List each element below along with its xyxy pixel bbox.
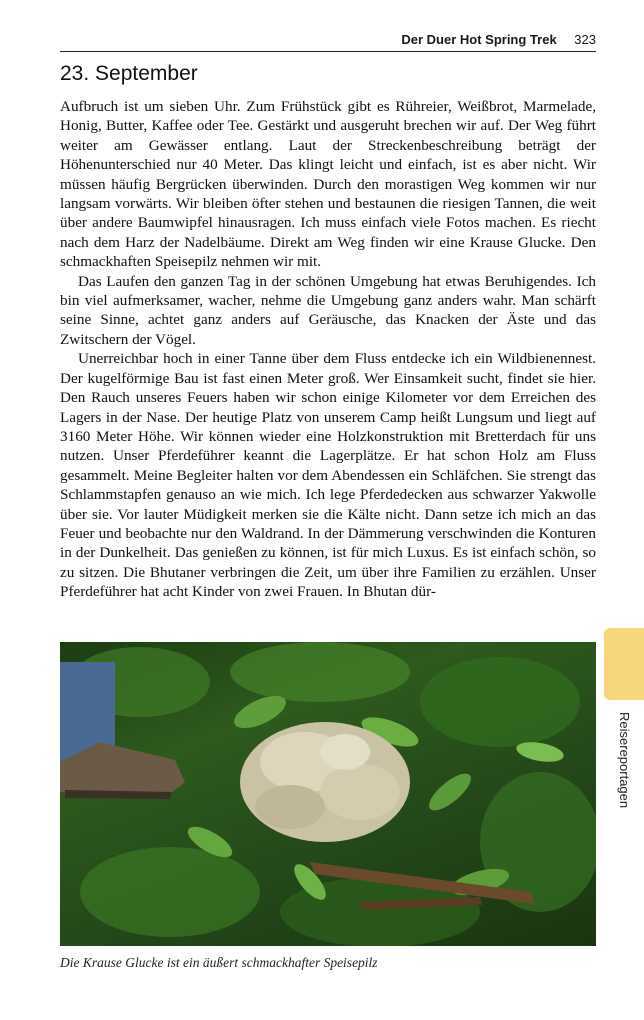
chapter-tab bbox=[604, 628, 644, 700]
mushroom bbox=[240, 722, 410, 842]
header-rule bbox=[60, 51, 596, 52]
section-heading: 23. September bbox=[60, 62, 198, 85]
chapter-tab-label: Reisereportagen bbox=[617, 712, 632, 809]
paragraph: Das Laufen den ganzen Tag in der schönen Umgebung hat etwas Beruhigendes. Ich bin viel aufmerksamer, wacher, nehme die Umgebung ganz anders wahr. Man schärft seine Sinne, achtet ganz anders auf Geräusche, das Knacken der Äste und das Zwitschern der Vögel. bbox=[60, 272, 596, 348]
running-header bbox=[60, 32, 596, 50]
photo-caption: Die Krause Glucke ist ein äußert schmackhafter Speisepilz bbox=[60, 955, 378, 970]
page-number: 323 bbox=[574, 32, 596, 47]
running-title: Der Duer Hot Spring Trek bbox=[401, 32, 557, 47]
body-text bbox=[60, 97, 596, 602]
mushroom-photo bbox=[60, 642, 596, 946]
paragraph: Aufbruch ist um sieben Uhr. Zum Frühstück gibt es Rühreier, Weißbrot, Marmelade, Honig, Butter, Kaffee oder Tee. Gestärkt und ausgeruht brechen wir auf. Der Weg führt weiter am Gewässer entlang. Laut der Streckenbeschreibung beträgt der Höhenunterschied nur 40 Meter. Das klingt leicht und einfach, ist es aber nicht. Wir müssen häufig Bergrücken überwinden. Durch den morastigen Weg kommen wir nur langsam vorwärts. Wir bleiben öfter stehen und bestaunen die riesigen Tannen, die weit über andere Baumwipfel hinausragen. Ich muss einfach viele Fotos machen. Es riecht nach dem Harz der Nadelbäume. Direkt am Weg finden wir eine Krause Glucke. Den schmackhaften Speisepilz nehmen wir mit. bbox=[60, 98, 596, 271]
paragraph: Unerreichbar hoch in einer Tanne über dem Fluss entdecke ich ein Wildbienennest. Der kugelförmige Bau ist fast einen Meter groß. Wer Einsamkeit sucht, findet sie hier. Den Rauch unseres Feuers haben wir schon einige Kilometer vor dem Erreichen des Lagers in der Nase. Der heutige Platz von unserem Camp heißt Lungsum und liegt auf 3160 Meter Höhe. Wir können wieder eine Holzkonstruktion mit Bretterdach für uns nutzen. Unser Pferdeführer keannt die Lagerplätze. Er hat schon Holz am Fluss gesammelt. Meine Begleiter halten vor dem Abendessen ein Schläfchen. Sie strengt das Schlammstapfen genauso an wie mich. Ich lege Pferdedecken aus schwarzer Yakwolle über sie. Vor lauter Müdigkeit merken sie die Kälte nicht. Dann setze ich mich an das Feuer und beobachte nur den Waldrand. In der Dämmerung verschwinden die Konturen in der Dunkelheit. Das genießen zu können, ist für mich Luxus. Es ist einfach schön, so zu sitzen. Die Bhutaner verbringen die Zeit, um über ihre Familien zu erzählen. Unser Pferdeführer hat acht Kinder von zwei Frauen. In Bhutan dür- bbox=[60, 350, 596, 601]
forest-floor-illustration bbox=[60, 642, 596, 946]
